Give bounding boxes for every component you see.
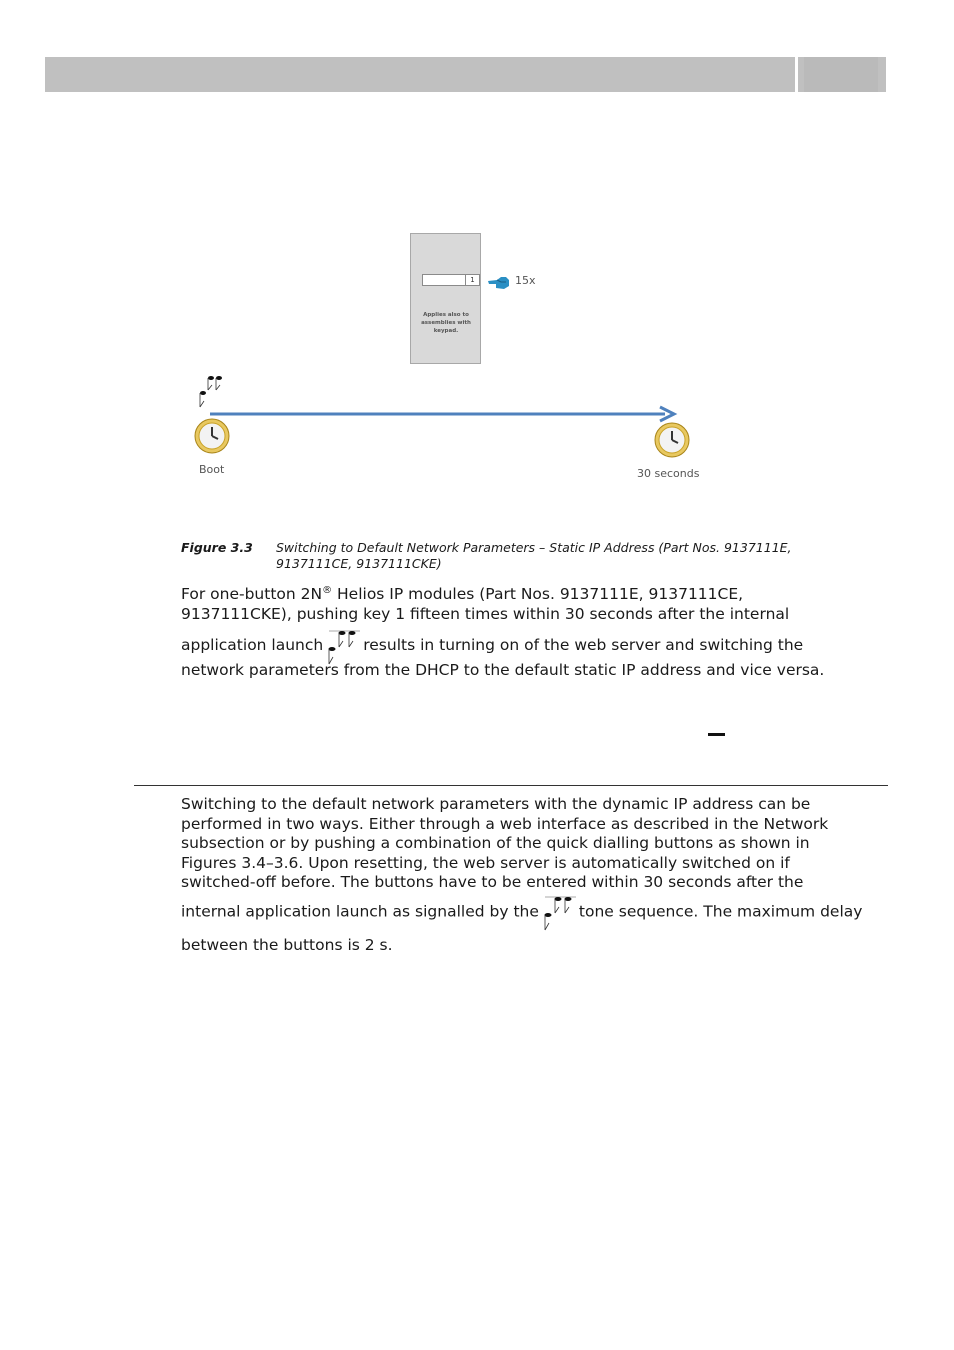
text-line: switched-off before. The buttons have to be entered within 30 seconds after the bbox=[181, 873, 804, 891]
text-segment: internal application launch as signalled by the bbox=[181, 902, 539, 920]
device-note: Applies also to assemblies with keypad. bbox=[421, 312, 471, 334]
text-line: subsection or by pushing a combination of the quick dialling buttons as shown in bbox=[181, 834, 810, 852]
device-button-key: 1 bbox=[465, 275, 479, 285]
press-count-label: 15x bbox=[515, 274, 536, 287]
end-clock-icon bbox=[654, 422, 690, 458]
text-line: Switching to the default network parameters with the dynamic IP address can be bbox=[181, 795, 811, 813]
text-line: Figures 3.4–3.6. Upon resetting, the web server is automatically switched on if bbox=[181, 853, 790, 872]
tone-sequence-icon bbox=[542, 893, 576, 931]
text-segment: results in turning on of the web server and switching the bbox=[363, 636, 804, 655]
section-dash bbox=[708, 733, 725, 736]
text-line bbox=[181, 581, 824, 605]
text-segment: application launch bbox=[181, 636, 324, 655]
caption-label: Figure 3.3 bbox=[181, 540, 253, 555]
boot-label: Boot bbox=[199, 463, 225, 476]
text-line: performed in two ways. Either through a web interface as described in the Network bbox=[181, 814, 829, 833]
device-panel bbox=[410, 233, 481, 364]
page-header-bar bbox=[45, 57, 795, 92]
end-time-label: 30 seconds bbox=[637, 467, 700, 480]
timeline-arrow bbox=[205, 404, 680, 424]
paragraph-reset-static bbox=[181, 581, 824, 681]
text-line: between the buttons is 2 s. bbox=[181, 935, 393, 954]
section-rule bbox=[134, 785, 888, 786]
page-number-tab bbox=[798, 57, 886, 92]
paragraph-reset-dynamic bbox=[181, 795, 862, 955]
text-line: network parameters from the DHCP to the default static IP address and vice versa. bbox=[181, 661, 825, 680]
device-button bbox=[422, 274, 480, 286]
text-segment: Helios IP modules (Part Nos. 9137111E, 9137111CE, bbox=[332, 585, 744, 604]
text-segment: tone sequence. The maximum delay bbox=[578, 902, 863, 920]
caption-text: Switching to Default Network Parameters – Static IP Address (Part Nos. 9137111E, 9137111CE, 9137111CKE) bbox=[276, 540, 792, 571]
tone-sequence-icon bbox=[326, 627, 360, 665]
text-segment: For one-button 2N bbox=[181, 585, 323, 604]
boot-clock-icon bbox=[194, 418, 230, 454]
text-line: 9137111CKE), pushing key 1 fifteen times within 30 seconds after the internal bbox=[181, 604, 790, 623]
page-number-tab-inner bbox=[804, 57, 878, 92]
pointing-hand-icon bbox=[487, 276, 511, 290]
text-line bbox=[181, 893, 862, 928]
registered-mark: ® bbox=[322, 585, 333, 596]
